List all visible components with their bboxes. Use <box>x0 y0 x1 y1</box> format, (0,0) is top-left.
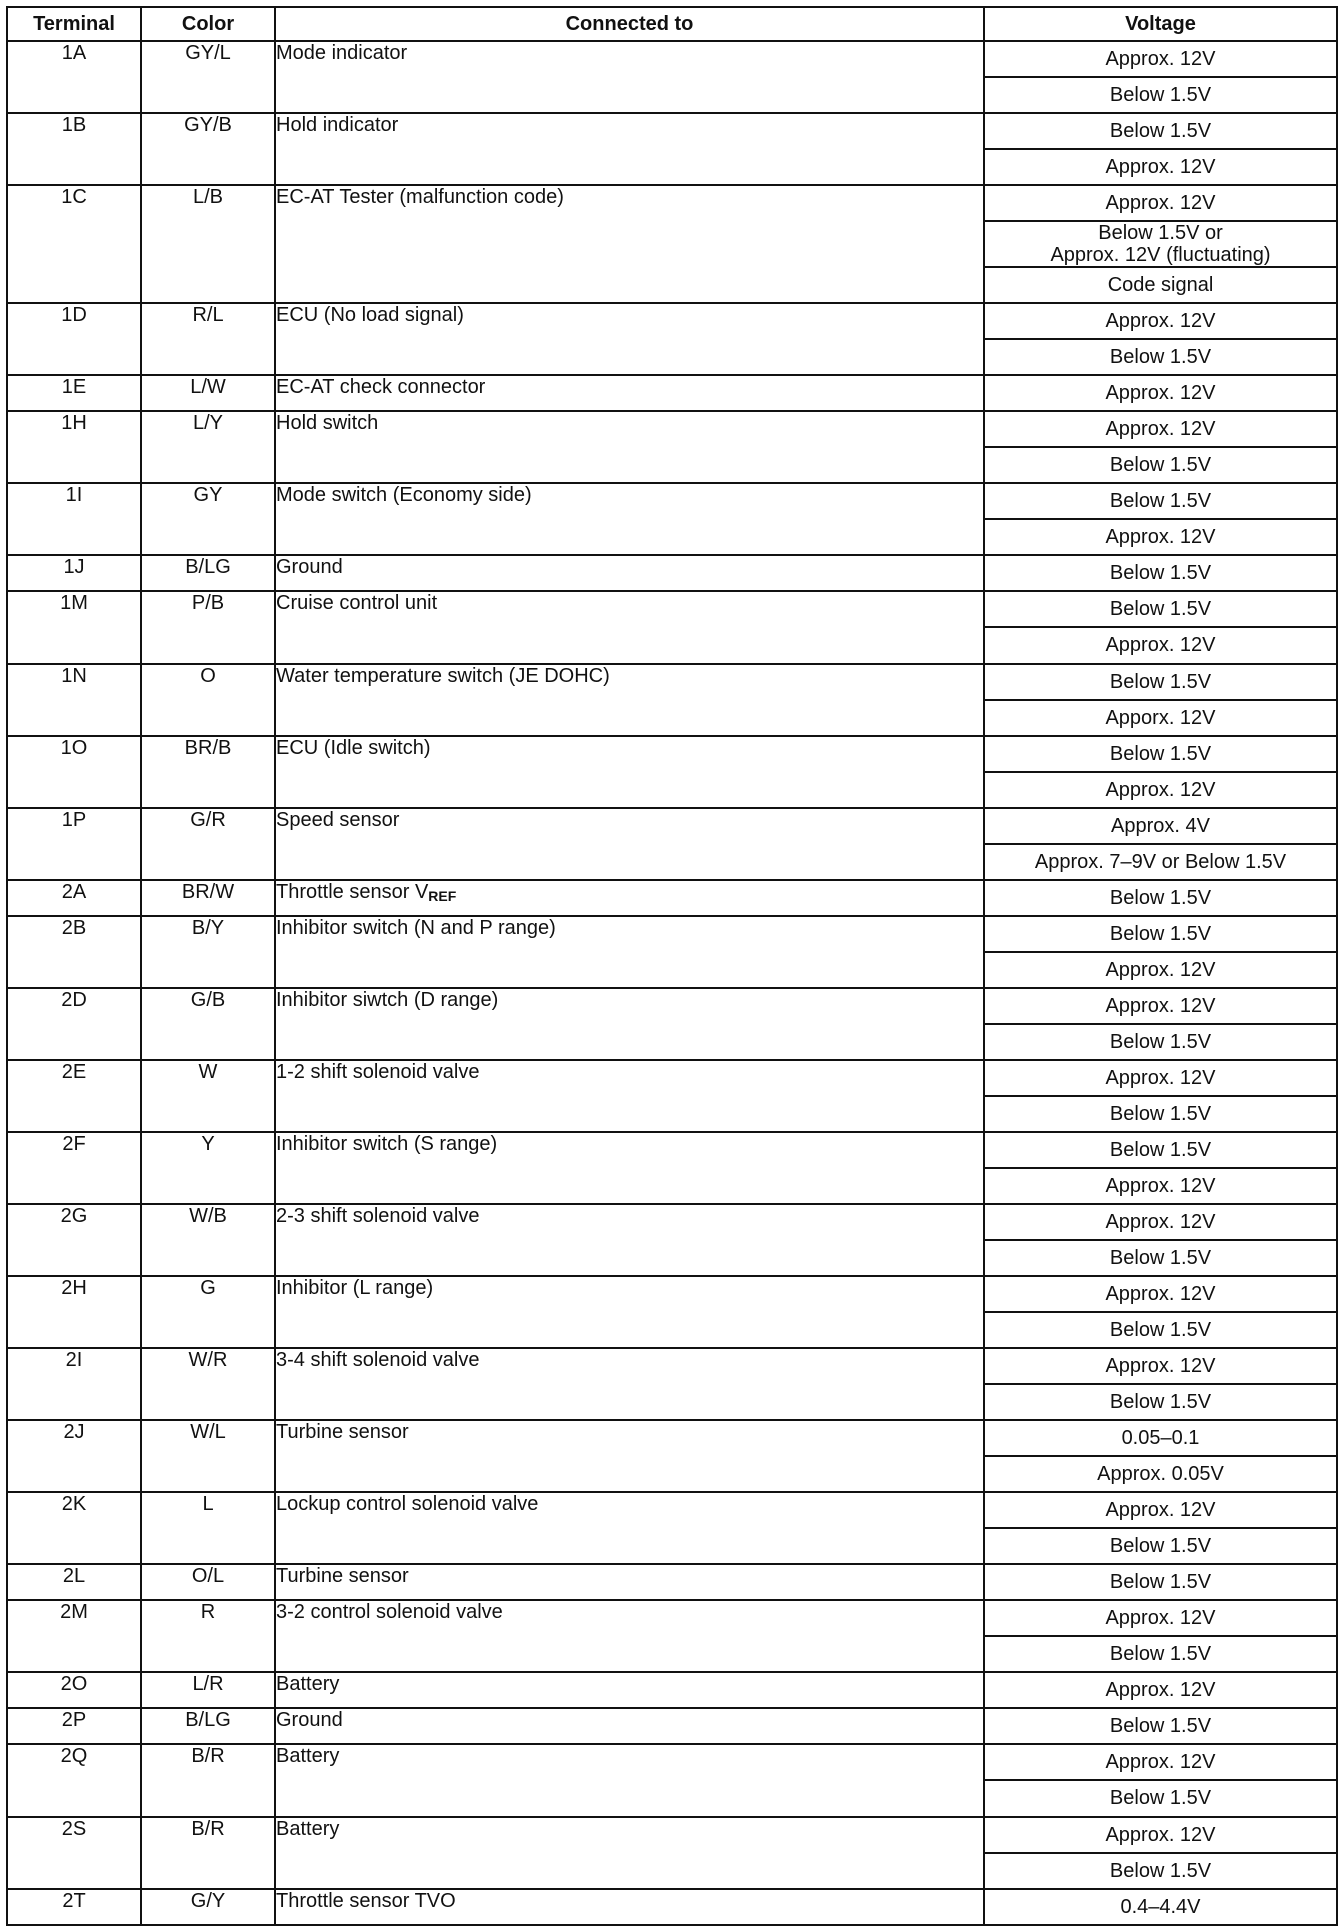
voltage-cell: Approx. 12V <box>984 185 1337 221</box>
voltage-cell: Below 1.5V <box>984 880 1337 916</box>
color-cell-text: G <box>200 1277 216 1300</box>
color-cell <box>141 1492 275 1564</box>
terminal-cell-text: 2A <box>61 880 87 903</box>
table-row <box>7 736 1337 772</box>
color-cell <box>141 1708 275 1744</box>
table-row <box>7 591 1337 627</box>
color-cell <box>141 411 275 483</box>
terminal-cell-text: 2F <box>62 1132 86 1155</box>
connected-to-cell-text: Inhibitor (L range) <box>276 1277 434 1300</box>
table-row <box>7 1204 1337 1240</box>
color-cell-text: W/R <box>188 1349 228 1372</box>
color-cell <box>141 375 275 411</box>
terminal-cell <box>7 916 141 988</box>
table-row <box>7 1492 1337 1528</box>
terminal-cell <box>7 41 141 113</box>
terminal-cell <box>7 988 141 1060</box>
connected-to-cell-text: Turbine sensor <box>276 1421 409 1444</box>
voltage-cell: Below 1.5V <box>984 1096 1337 1132</box>
voltage-cell: Approx. 12V <box>984 1204 1337 1240</box>
color-cell <box>141 1132 275 1204</box>
connected-to-cell-text: 1-2 shift solenoid valve <box>276 1060 480 1083</box>
connected-to-cell-text: Inhibitor switch (S range) <box>276 1132 498 1155</box>
color-cell-text: G/B <box>190 988 226 1011</box>
table-row <box>7 1600 1337 1636</box>
terminal-cell-text: 2Q <box>60 1745 88 1768</box>
connected-to-cell-text: Turbine sensor <box>276 1565 409 1588</box>
color-cell-text: GY/L <box>185 42 231 64</box>
color-cell-text: GY/B <box>184 114 232 137</box>
voltage-cell: Below 1.5V <box>984 1132 1337 1168</box>
table-row <box>7 988 1337 1024</box>
voltage-cell: Below 1.5V <box>984 1708 1337 1744</box>
color-cell <box>141 1744 275 1816</box>
color-cell-text: W/L <box>190 1421 226 1444</box>
terminal-cell <box>7 591 141 663</box>
connected-to-cell-text: Inhibitor switch (N and P range) <box>276 916 556 939</box>
color-cell <box>141 41 275 113</box>
connected-to-cell-text: Ground <box>276 1709 343 1732</box>
color-cell-text: B/LG <box>185 556 231 579</box>
color-cell <box>141 1276 275 1348</box>
color-cell <box>141 113 275 185</box>
terminal-cell <box>7 664 141 736</box>
connected-to-cell <box>275 1420 984 1492</box>
terminal-cell <box>7 1060 141 1132</box>
connected-to-cell-text: Inhibitor siwtch (D range) <box>276 988 499 1011</box>
terminal-cell <box>7 1276 141 1348</box>
connected-to-cell-text: 3-4 shift solenoid valve <box>276 1349 480 1372</box>
terminal-cell <box>7 1889 141 1925</box>
table-body <box>7 41 1337 1925</box>
voltage-cell: Below 1.5V <box>984 113 1337 149</box>
connected-to-cell-text: ECU (No load signal) <box>276 304 464 327</box>
color-cell <box>141 185 275 303</box>
table-row <box>7 1348 1337 1384</box>
color-cell-text: R/L <box>192 304 224 327</box>
table-row <box>7 1889 1337 1925</box>
table-row <box>7 411 1337 447</box>
terminal-cell-text: 2G <box>60 1204 88 1227</box>
connected-to-cell-text: Water temperature switch (JE DOHC) <box>276 664 610 687</box>
connected-to-cell-text: Cruise control unit <box>276 592 438 615</box>
connected-to-cell-text: 3-2 control solenoid valve <box>276 1601 503 1624</box>
voltage-cell: Approx. 0.05V <box>984 1456 1337 1492</box>
terminal-cell <box>7 1204 141 1276</box>
connected-to-cell <box>275 411 984 483</box>
table-row <box>7 1564 1337 1600</box>
terminal-cell-text: 1D <box>61 304 87 327</box>
voltage-cell: Approx. 12V <box>984 1168 1337 1204</box>
terminal-cell <box>7 808 141 880</box>
terminal-cell-text: 2S <box>61 1817 87 1840</box>
terminal-cell-text: 1O <box>60 736 88 759</box>
terminal-cell <box>7 1132 141 1204</box>
header-connected-to: Connected to <box>275 7 984 41</box>
color-cell-text: L/B <box>192 186 224 209</box>
connected-to-cell <box>275 880 984 916</box>
connected-to-cell <box>275 1708 984 1744</box>
color-cell-text: W/B <box>189 1204 227 1227</box>
voltage-cell: Approx. 12V <box>984 1348 1337 1384</box>
voltage-cell: Approx. 12V <box>984 1817 1337 1853</box>
terminal-cell-text: 2K <box>61 1493 87 1516</box>
color-cell-text: L/W <box>190 376 226 399</box>
color-cell <box>141 555 275 591</box>
terminal-cell-text: 1N <box>61 664 87 687</box>
connected-to-cell-text: Hold switch <box>276 412 379 435</box>
header-color: Color <box>141 7 275 41</box>
terminal-cell-text: 1C <box>61 186 87 209</box>
connected-to-cell <box>275 736 984 808</box>
table-row <box>7 303 1337 339</box>
color-cell-text: L/R <box>192 1673 224 1696</box>
terminal-cell <box>7 1564 141 1600</box>
table-row <box>7 41 1337 77</box>
connected-to-cell-text: Speed sensor <box>276 808 400 831</box>
connected-to-cell <box>275 555 984 591</box>
color-cell <box>141 808 275 880</box>
voltage-cell: Below 1.5V <box>984 1853 1337 1889</box>
terminal-cell-text: 1H <box>61 412 87 435</box>
header-terminal: Terminal <box>7 7 141 41</box>
color-cell <box>141 303 275 375</box>
connected-to-cell-text: Battery <box>276 1673 340 1696</box>
header-voltage: Voltage <box>984 7 1337 41</box>
color-cell-text: G/R <box>190 808 226 831</box>
table-row <box>7 1420 1337 1456</box>
color-cell-text: W <box>198 1060 218 1083</box>
connected-to-cell <box>275 664 984 736</box>
voltage-cell: Below 1.5V or Approx. 12V (fluctuating) <box>984 221 1337 267</box>
terminal-cell <box>7 1348 141 1420</box>
voltage-cell: 0.4–4.4V <box>984 1889 1337 1925</box>
color-cell <box>141 1817 275 1889</box>
terminal-cell-text: 2T <box>62 1889 86 1912</box>
table-row <box>7 555 1337 591</box>
color-cell <box>141 988 275 1060</box>
table-row <box>7 375 1337 411</box>
connected-to-cell <box>275 808 984 880</box>
terminal-cell <box>7 185 141 303</box>
table-row <box>7 113 1337 149</box>
table-row <box>7 483 1337 519</box>
terminal-cell-text: 2H <box>61 1277 87 1300</box>
color-cell-text: B/Y <box>191 916 225 939</box>
connected-to-cell-text: Lockup control solenoid valve <box>276 1493 539 1516</box>
terminal-cell <box>7 1420 141 1492</box>
table-row <box>7 1672 1337 1708</box>
connected-to-cell <box>275 1132 984 1204</box>
voltage-cell: Below 1.5V <box>984 1384 1337 1420</box>
voltage-cell: Below 1.5V <box>984 1564 1337 1600</box>
voltage-cell: Approx. 12V <box>984 772 1337 808</box>
connected-to-cell-text: EC-AT Tester (malfunction code) <box>276 186 564 209</box>
terminal-cell <box>7 1492 141 1564</box>
terminal-cell <box>7 1744 141 1816</box>
voltage-cell: Approx. 12V <box>984 1600 1337 1636</box>
voltage-cell: Approx. 12V <box>984 627 1337 663</box>
color-cell-text: B/R <box>191 1817 225 1840</box>
terminal-cell <box>7 483 141 555</box>
terminal-cell-text: 2L <box>62 1565 86 1588</box>
connected-to-cell-text: 2-3 shift solenoid valve <box>276 1204 480 1227</box>
terminal-cell-text: 1P <box>61 808 87 831</box>
table-row <box>7 880 1337 916</box>
terminal-cell-text: 2P <box>61 1709 87 1732</box>
voltage-cell: Below 1.5V <box>984 1780 1337 1816</box>
voltage-cell: Approx. 12V <box>984 411 1337 447</box>
voltage-cell: Below 1.5V <box>984 1636 1337 1672</box>
voltage-cell: Approx. 12V <box>984 1744 1337 1780</box>
connected-to-cell-text: Mode indicator <box>276 42 408 64</box>
connected-to-cell <box>275 1564 984 1600</box>
color-cell <box>141 591 275 663</box>
connected-to-cell <box>275 1060 984 1132</box>
terminal-cell-text: 2B <box>61 916 87 939</box>
subscript-text: REF <box>428 887 457 904</box>
connected-to-cell <box>275 591 984 663</box>
connected-to-cell <box>275 1348 984 1420</box>
connected-to-cell-text: Mode switch (Economy side) <box>276 484 532 507</box>
connected-to-cell <box>275 1672 984 1708</box>
connected-to-cell <box>275 185 984 303</box>
voltage-cell: Below 1.5V <box>984 591 1337 627</box>
terminal-cell-text: 1I <box>65 484 83 507</box>
connected-to-cell <box>275 1744 984 1816</box>
table-row <box>7 1276 1337 1312</box>
voltage-cell: Approx. 12V <box>984 519 1337 555</box>
color-cell-text: Y <box>201 1132 215 1155</box>
color-cell-text: O/L <box>191 1565 225 1588</box>
color-cell-text: L/Y <box>192 412 224 435</box>
voltage-cell: Below 1.5V <box>984 1024 1337 1060</box>
terminal-cell-text: 2J <box>63 1421 85 1444</box>
color-cell-text: R <box>200 1601 216 1624</box>
table-row <box>7 1744 1337 1780</box>
connected-to-cell-text: Ground <box>276 556 343 579</box>
voltage-cell: Approx. 12V <box>984 41 1337 77</box>
terminal-cell <box>7 736 141 808</box>
color-cell-text: GY <box>193 484 223 507</box>
voltage-cell: Approx. 12V <box>984 952 1337 988</box>
connected-to-cell-text: ECU (Idle switch) <box>276 736 431 759</box>
color-cell <box>141 916 275 988</box>
terminal-cell-text: 2I <box>65 1349 83 1372</box>
terminal-cell <box>7 375 141 411</box>
color-cell-text: B/LG <box>185 1709 231 1732</box>
connected-to-cell <box>275 1817 984 1889</box>
connected-to-cell <box>275 916 984 988</box>
voltage-cell: Below 1.5V <box>984 483 1337 519</box>
terminal-cell-text: 1A <box>61 42 87 64</box>
table-row <box>7 1060 1337 1096</box>
connected-to-cell <box>275 483 984 555</box>
connected-to-cell <box>275 113 984 185</box>
voltage-cell: Approx. 12V <box>984 1276 1337 1312</box>
terminal-cell-text: 2M <box>60 1601 88 1624</box>
connected-to-cell <box>275 1204 984 1276</box>
terminal-cell <box>7 113 141 185</box>
terminal-cell <box>7 1600 141 1672</box>
color-cell <box>141 1204 275 1276</box>
table-row <box>7 664 1337 700</box>
voltage-cell: Approx. 12V <box>984 375 1337 411</box>
terminal-cell-text: 1E <box>61 376 87 399</box>
table-row <box>7 1817 1337 1853</box>
terminal-cell-text: 2E <box>61 1060 87 1083</box>
terminal-cell-text: 1M <box>60 592 88 615</box>
voltage-cell: Below 1.5V <box>984 555 1337 591</box>
color-cell-text: G/Y <box>190 1889 226 1912</box>
connected-to-cell <box>275 303 984 375</box>
connected-to-cell <box>275 41 984 113</box>
voltage-cell: Code signal <box>984 267 1337 303</box>
table-row <box>7 1708 1337 1744</box>
terminal-cell-text: 2O <box>60 1673 88 1696</box>
voltage-cell: Below 1.5V <box>984 664 1337 700</box>
voltage-cell: Below 1.5V <box>984 1312 1337 1348</box>
color-cell <box>141 1420 275 1492</box>
table-row <box>7 808 1337 844</box>
color-cell <box>141 1564 275 1600</box>
voltage-cell: Approx. 12V <box>984 303 1337 339</box>
header-row <box>7 7 1337 41</box>
connected-to-cell-text: Battery <box>276 1745 340 1768</box>
terminal-cell <box>7 1672 141 1708</box>
voltage-cell: Approx. 12V <box>984 1492 1337 1528</box>
connected-to-cell <box>275 375 984 411</box>
table-row <box>7 916 1337 952</box>
terminal-voltage-table <box>6 6 1338 1926</box>
terminal-cell <box>7 411 141 483</box>
connected-to-cell <box>275 1276 984 1348</box>
voltage-cell: Approx. 7–9V or Below 1.5V <box>984 844 1337 880</box>
terminal-cell-text: 1J <box>63 556 85 579</box>
color-cell <box>141 483 275 555</box>
connected-to-cell <box>275 988 984 1060</box>
table-row <box>7 1132 1337 1168</box>
color-cell <box>141 736 275 808</box>
voltage-cell: Below 1.5V <box>984 447 1337 483</box>
color-cell-text: L <box>202 1493 214 1516</box>
connected-to-cell <box>275 1600 984 1672</box>
connected-to-cell-text: Throttle sensor V <box>276 880 429 903</box>
color-cell-text: B/R <box>191 1745 225 1768</box>
voltage-cell: Below 1.5V <box>984 339 1337 375</box>
terminal-cell <box>7 880 141 916</box>
voltage-cell: 0.05–0.1 <box>984 1420 1337 1456</box>
color-cell <box>141 1348 275 1420</box>
voltage-cell: Approx. 4V <box>984 808 1337 844</box>
voltage-cell: Approx. 12V <box>984 149 1337 185</box>
voltage-cell: Below 1.5V <box>984 916 1337 952</box>
color-cell-text: P/B <box>191 592 225 615</box>
table-row <box>7 185 1337 221</box>
terminal-cell <box>7 303 141 375</box>
color-cell <box>141 880 275 916</box>
voltage-cell: Below 1.5V <box>984 1240 1337 1276</box>
terminal-cell <box>7 1708 141 1744</box>
color-cell <box>141 664 275 736</box>
connected-to-cell-text: Throttle sensor TVO <box>276 1889 456 1912</box>
connected-to-cell <box>275 1889 984 1925</box>
color-cell <box>141 1672 275 1708</box>
terminal-cell <box>7 555 141 591</box>
connected-to-cell-text: Battery <box>276 1817 340 1840</box>
voltage-cell: Approx. 12V <box>984 1672 1337 1708</box>
connected-to-cell-text: Hold indicator <box>276 114 399 137</box>
color-cell-text: O <box>200 664 216 687</box>
terminal-cell-text: 1B <box>61 114 87 137</box>
color-cell-text: BR/B <box>184 736 232 759</box>
color-cell <box>141 1600 275 1672</box>
voltage-cell: Below 1.5V <box>984 77 1337 113</box>
voltage-cell: Approx. 12V <box>984 1060 1337 1096</box>
color-cell <box>141 1889 275 1925</box>
voltage-cell: Approx. 12V <box>984 988 1337 1024</box>
voltage-cell: Below 1.5V <box>984 736 1337 772</box>
terminal-cell <box>7 1817 141 1889</box>
terminal-cell-text: 2D <box>61 988 87 1011</box>
connected-to-cell-text: EC-AT check connector <box>276 376 486 399</box>
voltage-cell: Below 1.5V <box>984 1528 1337 1564</box>
color-cell <box>141 1060 275 1132</box>
connected-to-cell <box>275 1492 984 1564</box>
voltage-cell: Apporx. 12V <box>984 700 1337 736</box>
color-cell-text: BR/W <box>181 880 235 903</box>
